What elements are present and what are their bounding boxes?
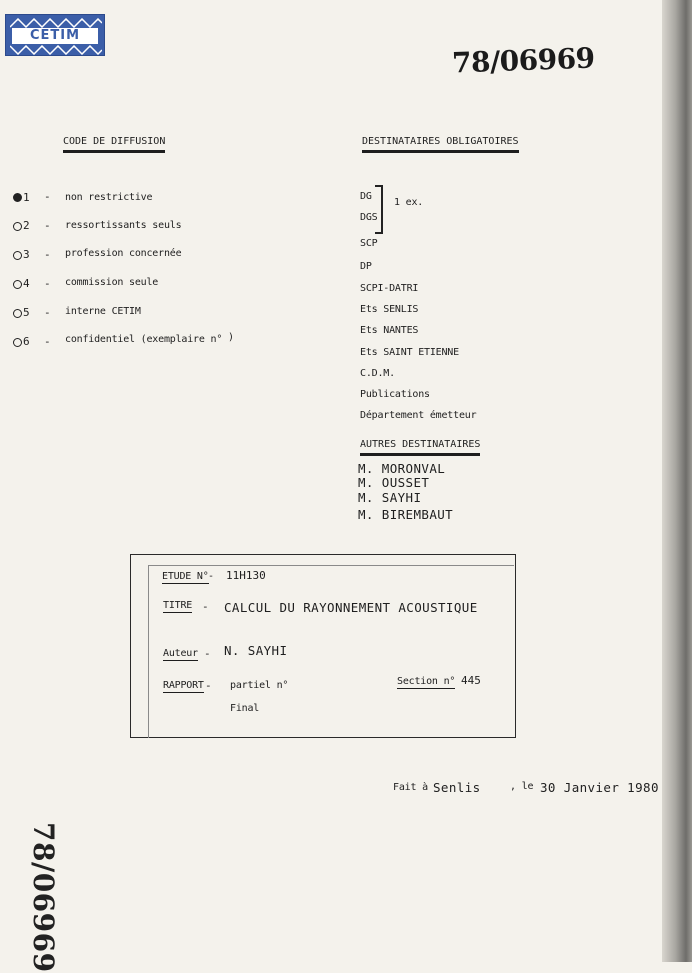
rapport-partiel: partiel n° <box>230 680 289 691</box>
page-edge <box>662 0 692 962</box>
distribution-dash: - <box>44 335 51 348</box>
distribution-num: 2 <box>23 219 30 232</box>
list-item: M. BIREMBAUT <box>358 507 454 522</box>
side-handwritten-reference: 78/06969 <box>27 822 60 973</box>
list-item: DP <box>360 261 372 272</box>
study-box-inner <box>148 565 514 738</box>
list-item: SCPI-DATRI <box>360 283 419 294</box>
auteur-dash: - <box>204 647 211 660</box>
list-item: Département émetteur <box>360 410 477 421</box>
list-item: Ets SAINT ETIENNE <box>360 347 459 358</box>
cetim-logo <box>5 14 105 56</box>
distribution-num: 4 <box>23 277 30 290</box>
date: 30 Janvier 1980 <box>540 780 659 795</box>
list-item: M. OUSSET <box>358 475 430 490</box>
distribution-dash: - <box>44 248 51 261</box>
list-item: Ets NANTES <box>360 325 419 336</box>
logo-zigzag-icon <box>10 18 102 28</box>
distribution-dash: - <box>44 190 51 203</box>
recipient-dgs: DGS <box>360 212 378 223</box>
radio-3-icon <box>13 251 22 260</box>
titre-dash: - <box>202 600 209 613</box>
etude-label: ETUDE N° <box>162 571 209 582</box>
titre-label: TITRE <box>163 600 193 611</box>
list-item: Ets SENLIS <box>360 304 419 315</box>
bracket-note: 1 ex. <box>394 197 424 208</box>
le-label: , le <box>510 781 534 792</box>
radio-5-icon <box>13 309 22 318</box>
radio-6-icon <box>13 338 22 347</box>
distribution-num: 1 <box>23 191 30 204</box>
distribution-label: profession concernée <box>65 248 182 259</box>
place: Senlis <box>433 780 481 795</box>
distribution-title: CODE DE DIFFUSION <box>63 136 165 153</box>
distribution-label: interne CETIM <box>65 306 141 317</box>
distribution-num: 3 <box>23 248 30 261</box>
auteur-label: Auteur <box>163 648 198 659</box>
distribution-dash: - <box>44 219 51 232</box>
rapport-label: RAPPORT <box>163 680 204 691</box>
auteur-value: N. SAYHI <box>224 643 288 658</box>
radio-2-icon <box>13 222 22 231</box>
bracket-icon <box>375 185 383 234</box>
etude-dash: - <box>208 571 214 582</box>
radio-4-icon <box>13 280 22 289</box>
rapport-dash: - <box>205 679 212 692</box>
list-item: C.D.M. <box>360 368 395 379</box>
distribution-num: 6 <box>23 335 30 348</box>
distribution-label: confidentiel (exemplaire n° <box>65 334 223 345</box>
other-recipients-title: AUTRES DESTINATAIRES <box>360 439 480 456</box>
distribution-num: 5 <box>23 306 30 319</box>
list-item: M. MORONVAL <box>358 461 446 476</box>
handwritten-reference: 78/06969 <box>451 41 596 80</box>
logo-zigzag-bottom-icon <box>10 45 102 55</box>
closing-paren: ) <box>228 332 234 343</box>
rapport-final: Final <box>230 703 260 714</box>
radio-1-filled-icon <box>13 193 22 202</box>
section-value: 445 <box>461 674 481 687</box>
list-item: SCP <box>360 238 378 249</box>
distribution-label: ressortissants seuls <box>65 220 182 231</box>
mandatory-title: DESTINATAIRES OBLIGATOIRES <box>362 136 519 153</box>
logo-text: CETIM <box>12 28 98 44</box>
distribution-dash: - <box>44 277 51 290</box>
distribution-label: commission seule <box>65 277 159 288</box>
distribution-label: non restrictive <box>65 192 153 203</box>
titre-value: CALCUL DU RAYONNEMENT ACOUSTIQUE <box>224 600 478 615</box>
section-label: Section n° <box>397 676 456 687</box>
distribution-dash: - <box>44 306 51 319</box>
fait-label: Fait à <box>393 782 428 793</box>
recipient-dg: DG <box>360 191 372 202</box>
list-item: M. SAYHI <box>358 490 422 505</box>
list-item: Publications <box>360 389 430 400</box>
etude-value: 11H130 <box>226 569 266 582</box>
